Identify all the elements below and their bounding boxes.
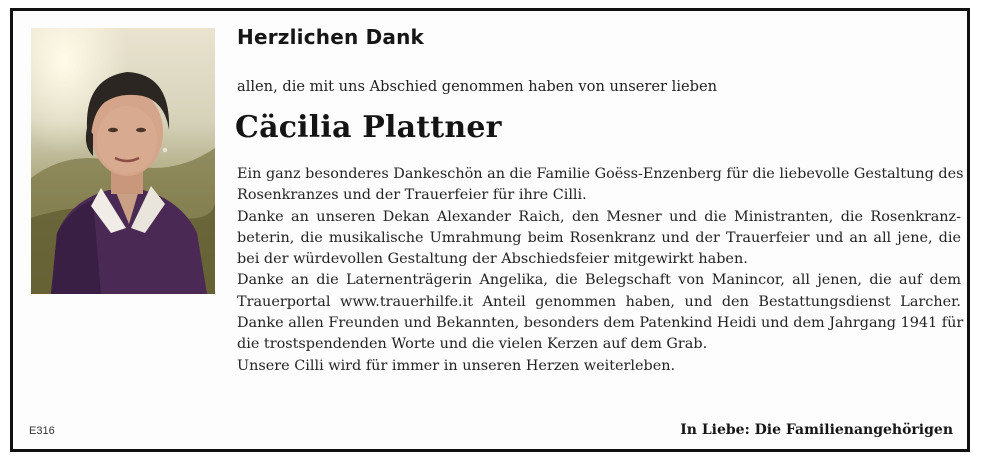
body-line: Rosenkranzes und der Trauerfeier für ihre Cilli. xyxy=(237,187,587,204)
intro-text: allen, die mit uns Abschied genommen haben von unserer lieben xyxy=(237,78,717,95)
body-line: bei der würdevollen Gestaltung der Abschiedsfeier mitgewirkt haben. xyxy=(237,251,748,268)
obituary-notice xyxy=(10,8,970,452)
heading: Herzlichen Dank xyxy=(237,25,425,49)
body-line: beterin, die musikalische Umrahmung beim Rosenkranz und der Trauerfeier und an all jene, die xyxy=(237,229,961,246)
body-line: Ein ganz besonderes Dankeschön an die Familie Goëss-Enzenberg für die liebevolle Gestaltung des xyxy=(237,166,964,182)
body-line: Unsere Cilli wird für immer in unseren Herzen weiterleben. xyxy=(237,357,676,374)
body-line: die trostspendenden Worte und die vielen Kerzen auf dem Grab. xyxy=(237,336,708,353)
ad-code: E316 xyxy=(29,425,55,437)
body-line: Danke an die Laternenträgerin Angelika, die Belegschaft von Manincor, all jenen, die auf dem xyxy=(237,272,961,289)
body-line: Trauerportal www.trauerhilfe.it Anteil genommen haben, und den Bestattungsdienst Larcher. xyxy=(237,293,961,310)
body-line: Danke an unseren Dekan Alexander Raich, den Mesner und die Ministranten, die Rosenkranz- xyxy=(237,208,961,225)
deceased-name: Cäcilia Plattner xyxy=(235,110,502,145)
thank-you-text xyxy=(237,164,964,377)
body-line: Danke allen Freunden und Bekannten, besonders dem Patenkind Heidi und dem Jahrgang 1941 für xyxy=(237,315,964,332)
portrait-photo xyxy=(31,28,215,294)
signoff: In Liebe: Die Familienangehörigen xyxy=(680,422,953,438)
